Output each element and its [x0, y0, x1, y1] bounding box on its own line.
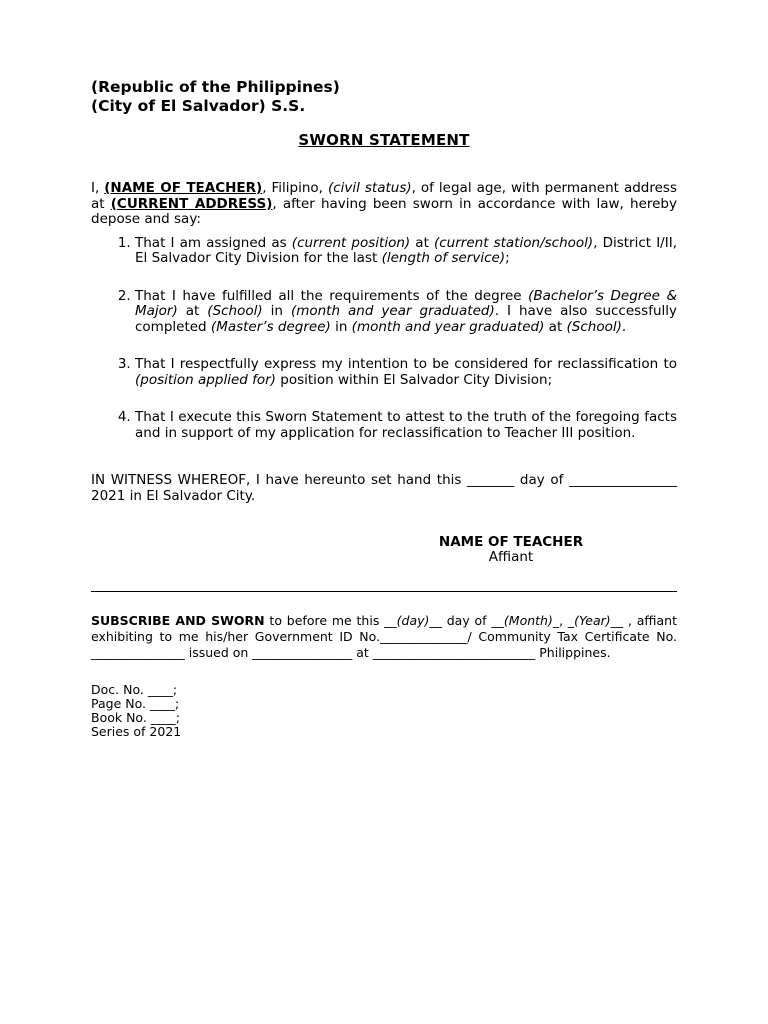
graduation-placeholder: (month and year graduated): [351, 318, 545, 335]
doc-number: Doc. No. ____;: [91, 682, 178, 697]
item-text: That I execute this Sworn Statement to attest to the truth of the foregoing facts and in support of my application for reclassification to Teacher III position.: [135, 409, 677, 441]
civil-status-placeholder: (civil status): [327, 180, 412, 196]
intro-text: , after having been sworn in accordance with law, hereby depose and say:: [91, 195, 677, 227]
intro-text: , Filipino,: [262, 180, 328, 196]
statement-list: [91, 236, 677, 442]
intro-text: I,: [91, 180, 105, 196]
station-placeholder: (current station/school): [433, 234, 594, 251]
jurat-text: , affiant exhibiting to me his/her Government ID No.______________/ Community Tax Certificate No. _______________ issued on ________________ at __________________________ Philippines.: [91, 613, 677, 660]
witness-paragraph: IN WITNESS WHEREOF, I have hereunto set hand this _______ day of ________________ 2021 in El Salvador City.: [91, 472, 677, 504]
address-placeholder: (CURRENT ADDRESS): [110, 195, 273, 212]
signature-name: NAME OF TEACHER: [438, 534, 584, 550]
item-text: . I have also successfully completed: [135, 303, 678, 335]
header-city: (City of El Salvador) S.S.: [91, 97, 306, 115]
item-text: , District I/II, El Salvador City Division for the last: [135, 234, 677, 266]
divider-line: [91, 591, 677, 592]
jurat-text: to before me this: [264, 613, 385, 628]
year-blank: _(Year)__: [567, 613, 624, 628]
jurat-text: day of: [441, 613, 492, 628]
item-text: That I respectfully express my intention to be considered for reclassification to: [135, 356, 677, 372]
graduation-placeholder: (month and year graduated): [290, 303, 495, 319]
month-blank: __(Month)_: [491, 613, 560, 628]
school-placeholder: (School): [566, 318, 622, 335]
statement-item-2: [135, 289, 677, 336]
item-text: at: [410, 234, 434, 251]
item-text: in: [330, 318, 352, 335]
document-title: SWORN STATEMENT: [298, 131, 470, 149]
degree-placeholder: (Bachelor’s Degree & Major): [135, 287, 677, 319]
applied-position-placeholder: (position applied for): [135, 371, 276, 388]
item-text: in: [262, 303, 291, 319]
teacher-name-placeholder: (NAME OF TEACHER): [104, 180, 263, 196]
day-blank: __(day)__: [384, 613, 442, 628]
statement-item-3: [135, 357, 677, 388]
page-number: Page No. ____;: [91, 696, 180, 711]
signature-block: [391, 534, 631, 565]
document-page: [91, 78, 677, 739]
intro-paragraph: [91, 181, 677, 228]
intro-text: , of legal age, with permanent address at: [91, 180, 677, 212]
series-year: Series of 2021: [91, 724, 182, 739]
item-text: That I am assigned as: [135, 234, 292, 251]
school-placeholder: (School): [207, 303, 263, 319]
item-text: at: [177, 303, 208, 319]
item-text: ;: [505, 250, 510, 266]
position-placeholder: (current position): [291, 234, 411, 251]
book-number: Book No. ____;: [91, 710, 181, 725]
header-republic: (Republic of the Philippines): [91, 78, 340, 96]
item-text: .: [621, 318, 627, 335]
masters-placeholder: (Master’s degree): [210, 318, 331, 335]
service-placeholder: (length of service): [381, 250, 506, 266]
signature-role: Affiant: [488, 549, 534, 565]
jurat-text: ,: [559, 613, 568, 628]
jurat-heading: SUBSCRIBE AND SWORN: [91, 613, 265, 628]
jurat-paragraph: [91, 613, 677, 661]
statement-item-1: [135, 236, 677, 267]
statement-item-4: [135, 410, 677, 441]
item-text: position within El Salvador City Division;: [275, 371, 553, 388]
notarial-register: [91, 683, 677, 739]
item-text: That I have fulfilled all the requirements of the degree: [135, 287, 529, 304]
item-text: at: [544, 318, 567, 335]
